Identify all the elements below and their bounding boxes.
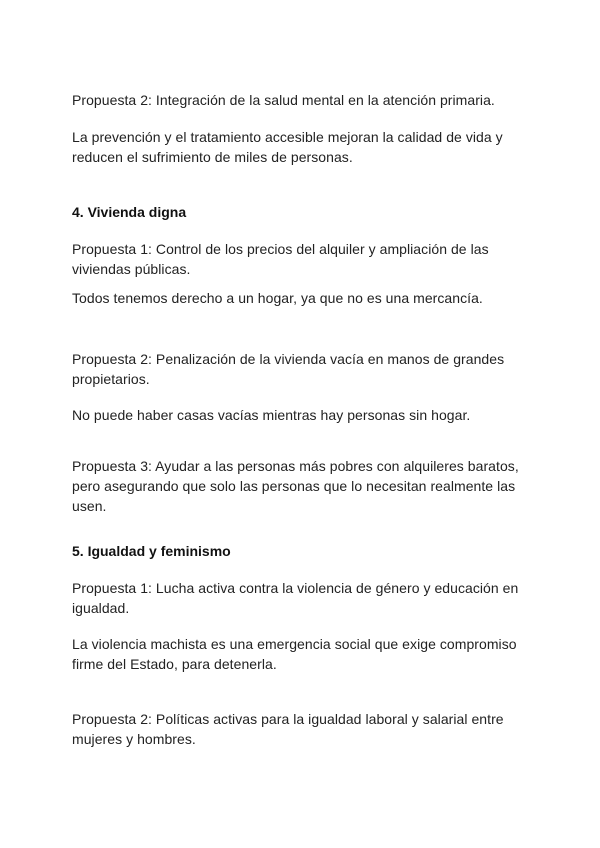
paragraph-violencia-machista: La violencia machista es una emergencia social que exige compromiso firme del Estado, para detenerla. — [72, 636, 517, 672]
paragraph-propuesta-2-igualdad-laboral: Propuesta 2: Políticas activas para la igualdad laboral y salarial entre mujeres y hombres. — [72, 711, 504, 747]
paragraph-prevencion: La prevención y el tratamiento accesible mejoran la calidad de vida y reducen el sufrimiento de miles de personas. — [72, 129, 503, 165]
paragraph-casas-vacias: No puede haber casas vacías mientras hay personas sin hogar. — [72, 407, 471, 423]
paragraph-derecho-hogar: Todos tenemos derecho a un hogar, ya que no es una mercancía. — [72, 290, 483, 306]
paragraph-propuesta-2-salud-mental: Propuesta 2: Integración de la salud mental en la atención primaria. — [72, 92, 495, 108]
section-heading-vivienda: 4. Vivienda digna — [72, 204, 187, 220]
section-heading-igualdad: 5. Igualdad y feminismo — [72, 543, 231, 559]
paragraph-propuesta-1-alquiler: Propuesta 1: Control de los precios del alquiler y ampliación de las viviendas públicas. — [72, 241, 489, 277]
paragraph-propuesta-2-vivienda-vacia: Propuesta 2: Penalización de la vivienda vacía en manos de grandes propietarios. — [72, 351, 505, 387]
paragraph-propuesta-1-violencia: Propuesta 1: Lucha activa contra la violencia de género y educación en igualdad. — [72, 580, 519, 616]
paragraph-propuesta-3-alquileres: Propuesta 3: Ayudar a las personas más pobres con alquileres baratos, pero asegurando que solo las personas que lo necesitan realmente las usen. — [72, 458, 519, 514]
